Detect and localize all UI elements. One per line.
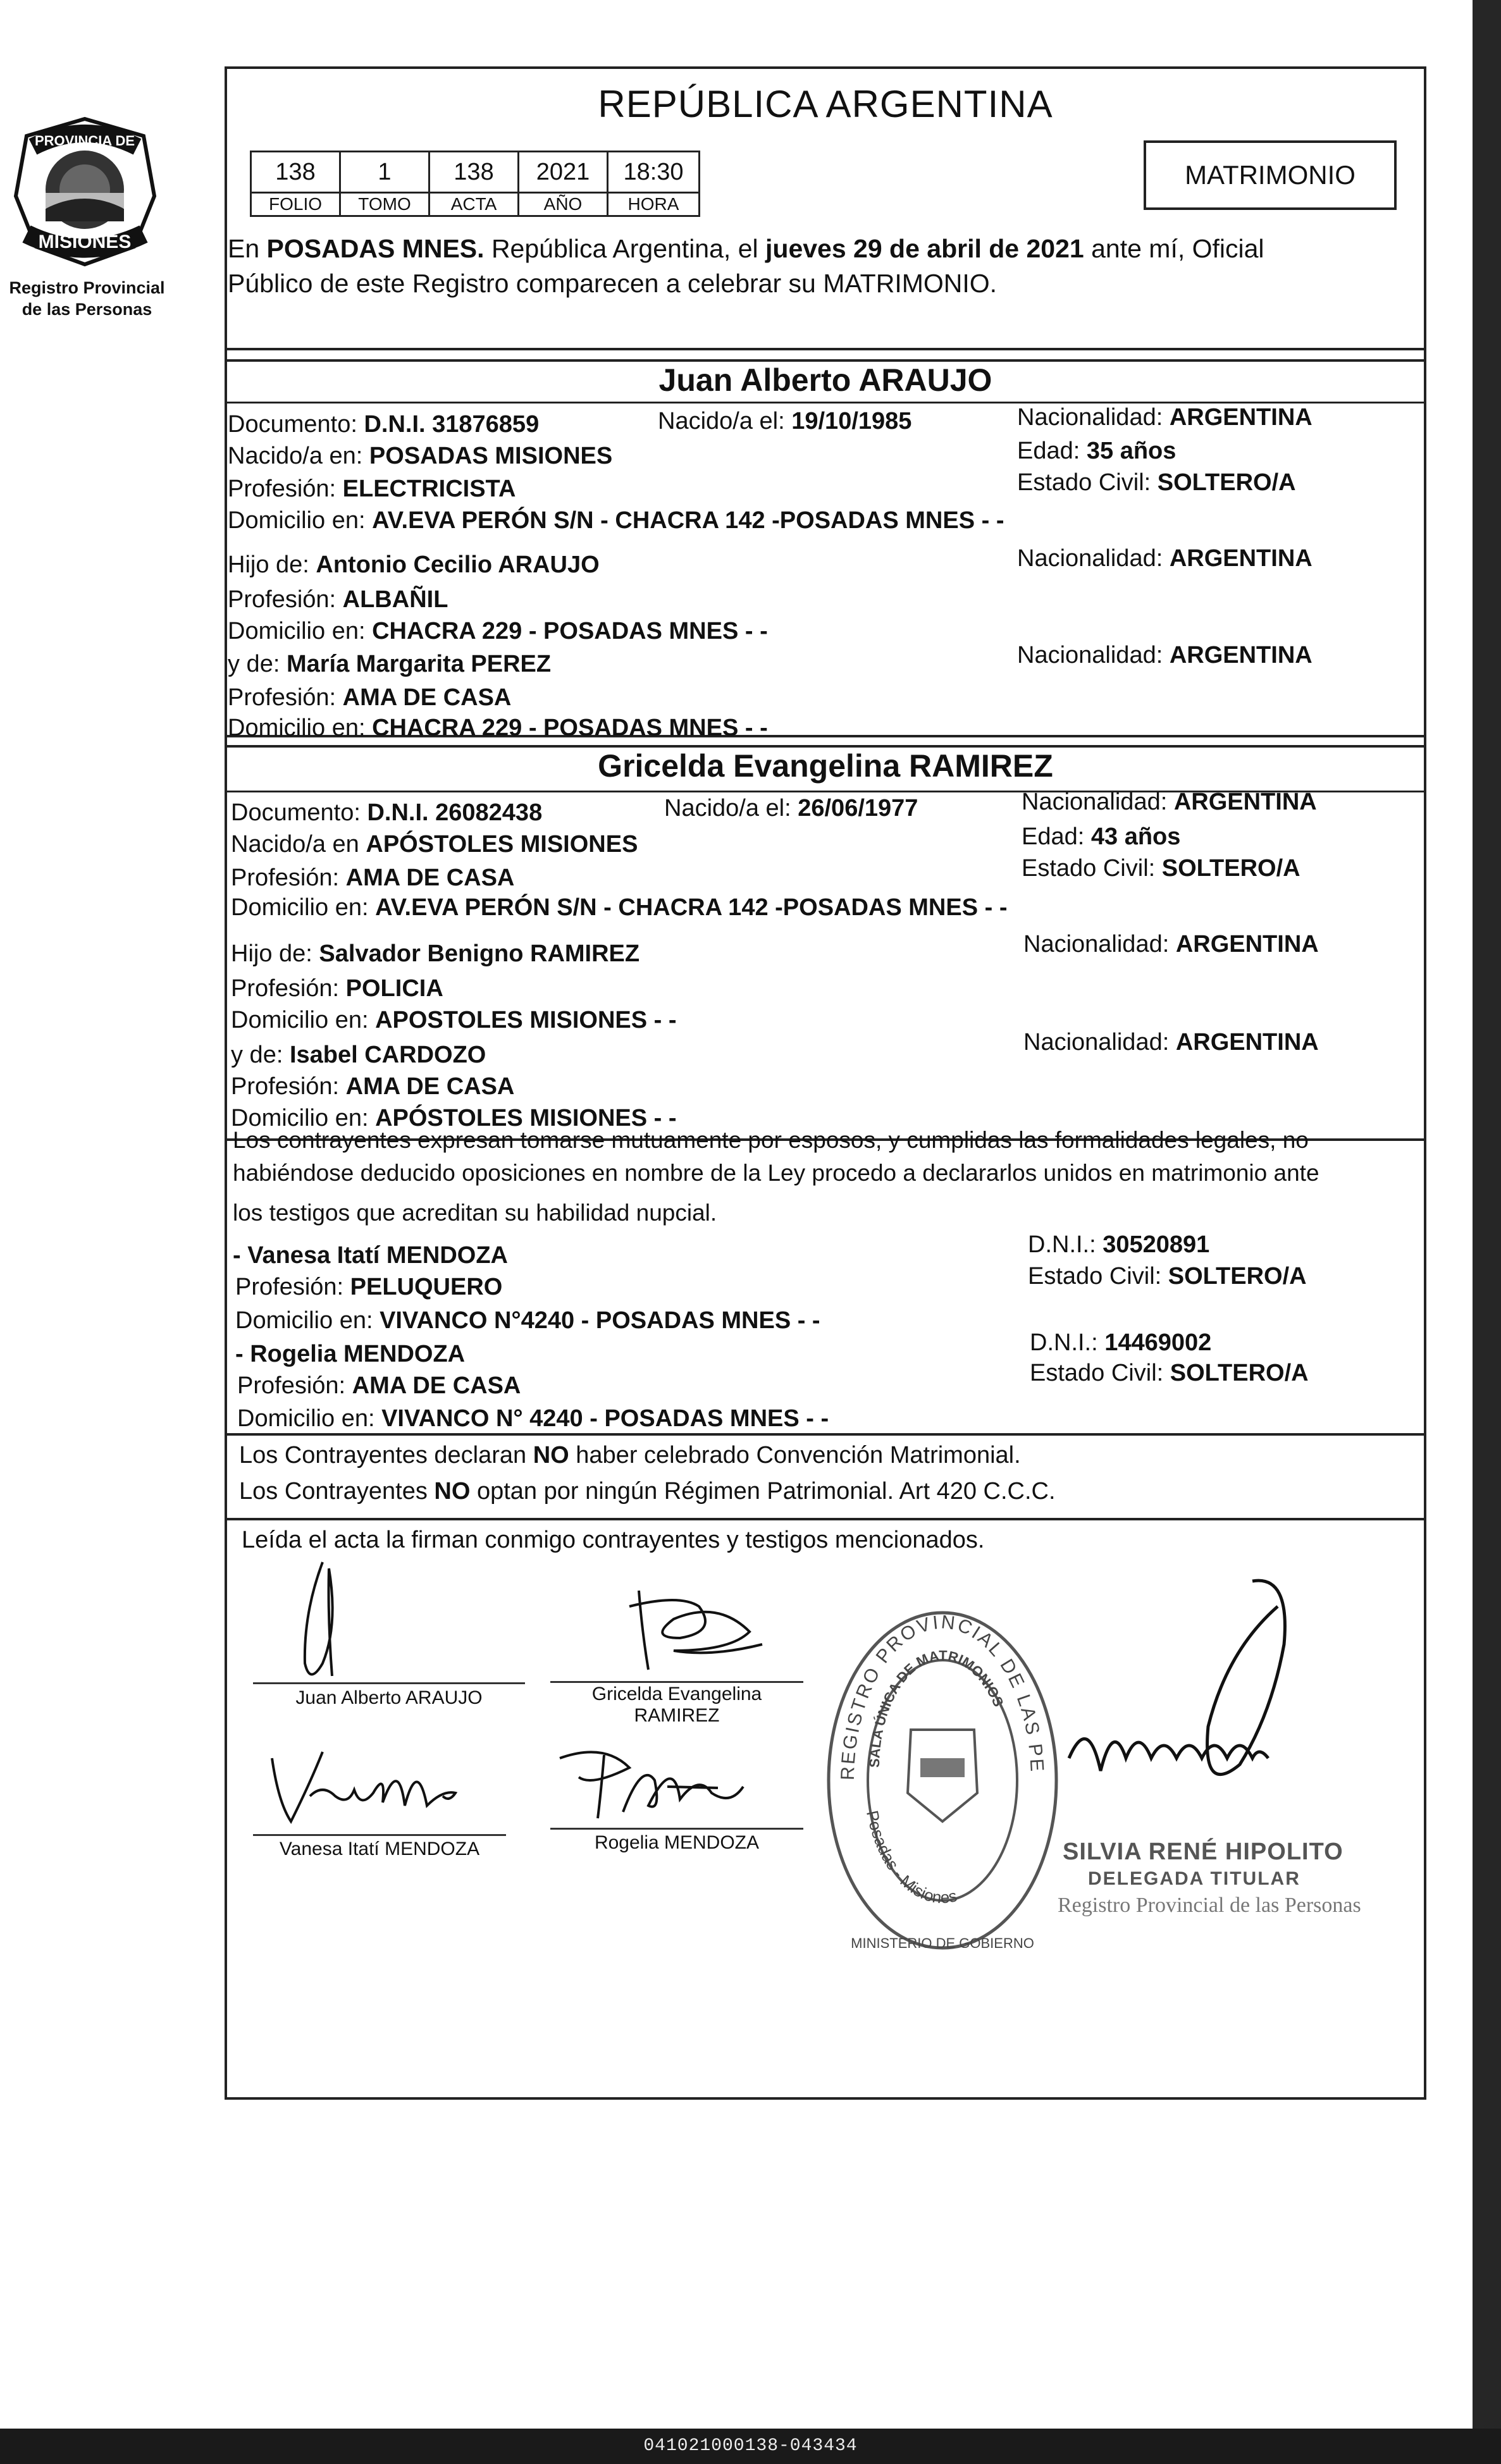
witness1-name: - Vanesa Itatí MENDOZA bbox=[233, 1242, 508, 1269]
hora-value: 18:30 bbox=[608, 152, 700, 193]
tomo-label: TOMO bbox=[340, 193, 429, 216]
signature-label-rogelia-mendoza: Rogelia MENDOZA bbox=[594, 1832, 760, 1853]
signature-vanesa-mendoza bbox=[253, 1746, 493, 1834]
witness2-estado-civil: Estado Civil: SOLTERO/A bbox=[1030, 1360, 1309, 1386]
witness1-dni: D.N.I.: 30520891 bbox=[1028, 1231, 1210, 1258]
spouse1-mother: y de: María Margarita PEREZ bbox=[228, 651, 552, 677]
spouse2-nacido-en: Nacido/a en APÓSTOLES MISIONES bbox=[231, 831, 638, 858]
spouse2-father-domicilio: Domicilio en: APOSTOLES MISIONES - - bbox=[231, 1007, 677, 1033]
svg-text:PROVINCIA DE: PROVINCIA DE bbox=[34, 133, 135, 149]
spouse1-nacionalidad: Nacionalidad: ARGENTINA bbox=[1017, 404, 1313, 431]
spouse2-name-heading: Gricelda Evangelina RAMIREZ bbox=[598, 748, 1053, 784]
provincial-logo bbox=[8, 114, 163, 269]
spouse2-mother-nacionalidad: Nacionalidad: ARGENTINA bbox=[1023, 1029, 1319, 1056]
signature-label-gricelda-ramirez: Gricelda Evangelina RAMIREZ bbox=[591, 1684, 762, 1726]
spouse1-profesion: Profesión: ELECTRICISTA bbox=[228, 476, 516, 502]
document-barcode-id: 041021000138-043434 bbox=[643, 2436, 858, 2456]
logo-caption: Registro Provincial de las Personas bbox=[9, 278, 165, 319]
svg-text:REGISTRO PROVINCIAL DE LAS PER: REGISTRO PROVINCIAL DE LAS PERSONAS bbox=[807, 1587, 1047, 1781]
signature-label-juan-araujo: Juan Alberto ARAUJO bbox=[295, 1687, 483, 1708]
tomo-value: 1 bbox=[340, 152, 429, 193]
signature-label-vanesa-mendoza: Vanesa Itatí MENDOZA bbox=[279, 1839, 480, 1859]
officer-organization: Registro Provincial de las Personas bbox=[1058, 1894, 1361, 1917]
declaration-line-3: los testigos que acreditan su habilidad nupcial. bbox=[233, 1200, 717, 1226]
act-type-box: MATRIMONIO bbox=[1144, 140, 1397, 210]
officer-title: DELEGADA TITULAR bbox=[1088, 1868, 1300, 1889]
misiones-seal-icon bbox=[8, 114, 163, 269]
spouse1-father-domicilio: Domicilio en: CHACRA 229 - POSADAS MNES - - bbox=[228, 618, 768, 644]
spouse2-nacionalidad: Nacionalidad: ARGENTINA bbox=[1022, 789, 1317, 815]
acta-label: ACTA bbox=[429, 193, 519, 216]
witness1-profesion: Profesión: PELUQUERO bbox=[235, 1274, 503, 1300]
spouse1-mother-nacionalidad: Nacionalidad: ARGENTINA bbox=[1017, 642, 1313, 668]
signature-rogelia-mendoza bbox=[553, 1742, 762, 1831]
spouse2-documento: Documento: D.N.I. 26082438 bbox=[231, 799, 543, 826]
spouse1-father-profesion: Profesión: ALBAÑIL bbox=[228, 586, 448, 613]
spouse1-domicilio: Domicilio en: AV.EVA PERÓN S/N - CHACRA 142 -POSADAS MNES - - bbox=[228, 507, 1004, 534]
witness2-profesion: Profesión: AMA DE CASA bbox=[237, 1372, 521, 1399]
scan-edge-shadow bbox=[1473, 0, 1501, 2429]
witness1-estado-civil: Estado Civil: SOLTERO/A bbox=[1028, 1263, 1307, 1290]
spouse2-mother-profesion: Profesión: AMA DE CASA bbox=[231, 1073, 515, 1100]
registry-table bbox=[250, 151, 700, 217]
hora-label: HORA bbox=[608, 193, 700, 216]
declaration-line-1: Los contrayentes expresan tomarse mutuamente por esposos, y cumplidas las formalidades legales, no bbox=[233, 1127, 1309, 1153]
signature-officer bbox=[1050, 1568, 1328, 1821]
convention-line-2: Los Contrayentes NO optan por ningún Régimen Patrimonial. Art 420 C.C.C. bbox=[239, 1478, 1056, 1505]
svg-text:SALA ÚNICA DE MATRIMONIOS: SALA ÚNICA DE MATRIMONIOS bbox=[866, 1647, 1007, 1768]
divider bbox=[225, 1433, 1426, 1436]
signature-line bbox=[253, 1682, 525, 1684]
anio-value: 2021 bbox=[519, 152, 608, 193]
spouse2-estado-civil: Estado Civil: SOLTERO/A bbox=[1022, 855, 1300, 882]
signature-juan-araujo bbox=[278, 1556, 380, 1689]
spouse2-edad: Edad: 43 años bbox=[1022, 823, 1181, 850]
spouse1-mother-domicilio: Domicilio en: CHACRA 229 - POSADAS MNES - - bbox=[228, 715, 768, 741]
spouse1-documento: Documento: D.N.I. 31876859 bbox=[228, 411, 540, 438]
folio-value: 138 bbox=[251, 152, 340, 193]
declaration-line-2: habiéndose deducido oposiciones en nombre de la Ley procedo a declararlos unidos en matrimonio ante bbox=[233, 1160, 1319, 1186]
intro-line-1: En POSADAS MNES. República Argentina, el jueves 29 de abril de 2021 ante mí, Oficial bbox=[228, 234, 1264, 263]
spouse2-father-nacionalidad: Nacionalidad: ARGENTINA bbox=[1023, 931, 1319, 958]
divider bbox=[225, 1518, 1426, 1520]
closing-statement: Leída el acta la firman conmigo contrayentes y testigos mencionados. bbox=[242, 1527, 985, 1553]
spouse1-nacido-el: Nacido/a el: 19/10/1985 bbox=[658, 408, 912, 434]
spouse2-profesion: Profesión: AMA DE CASA bbox=[231, 865, 515, 891]
convention-line-1: Los Contrayentes declaran NO haber celebrado Convención Matrimonial. bbox=[239, 1442, 1021, 1469]
spouse1-edad: Edad: 35 años bbox=[1017, 438, 1177, 464]
spouse2-father: Hijo de: Salvador Benigno RAMIREZ bbox=[231, 940, 640, 967]
svg-text:Posadas - Misiones: Posadas - Misiones bbox=[862, 1808, 959, 1907]
witness2-name: - Rogelia MENDOZA bbox=[235, 1341, 466, 1367]
witness1-domicilio: Domicilio en: VIVANCO N°4240 - POSADAS MNES - - bbox=[235, 1307, 820, 1334]
spouse1-mother-profesion: Profesión: AMA DE CASA bbox=[228, 684, 512, 711]
spouse2-father-profesion: Profesión: POLICIA bbox=[231, 975, 443, 1002]
spouse1-nacido-en: Nacido/a en: POSADAS MISIONES bbox=[228, 443, 613, 469]
divider bbox=[225, 348, 1426, 350]
signature-gricelda-ramirez bbox=[623, 1581, 769, 1676]
anio-label: AÑO bbox=[519, 193, 608, 216]
folio-label: FOLIO bbox=[251, 193, 340, 216]
signature-line bbox=[550, 1828, 803, 1830]
signature-line bbox=[550, 1681, 803, 1683]
acta-value: 138 bbox=[429, 152, 519, 193]
spouse2-mother-domicilio: Domicilio en: APÓSTOLES MISIONES - - bbox=[231, 1105, 677, 1131]
spouse2-domicilio: Domicilio en: AV.EVA PERÓN S/N - CHACRA 142 -POSADAS MNES - - bbox=[231, 894, 1008, 921]
witness2-domicilio: Domicilio en: VIVANCO N° 4240 - POSADAS MNES - - bbox=[237, 1405, 829, 1432]
svg-text:MISIONES: MISIONES bbox=[38, 231, 132, 252]
intro-line-2: Público de este Registro comparecen a celebrar su MATRIMONIO. bbox=[228, 269, 998, 298]
spouse1-father: Hijo de: Antonio Cecilio ARAUJO bbox=[228, 551, 600, 578]
spouse2-nacido-el: Nacido/a el: 26/06/1977 bbox=[664, 795, 918, 822]
spouse1-name-heading: Juan Alberto ARAUJO bbox=[658, 362, 992, 398]
official-seal-stamp bbox=[807, 1587, 1069, 1957]
spouse1-estado-civil: Estado Civil: SOLTERO/A bbox=[1017, 469, 1296, 496]
spouse2-mother: y de: Isabel CARDOZO bbox=[231, 1042, 486, 1068]
page-title: REPÚBLICA ARGENTINA bbox=[598, 83, 1053, 125]
witness2-dni: D.N.I.: 14469002 bbox=[1030, 1329, 1212, 1356]
officer-name: SILVIA RENÉ HIPOLITO bbox=[1063, 1839, 1343, 1865]
svg-text:MINISTERIO DE GOBIERNO: MINISTERIO DE GOBIERNO bbox=[851, 1935, 1034, 1951]
signature-line bbox=[253, 1834, 506, 1836]
spouse1-father-nacionalidad: Nacionalidad: ARGENTINA bbox=[1017, 545, 1313, 572]
